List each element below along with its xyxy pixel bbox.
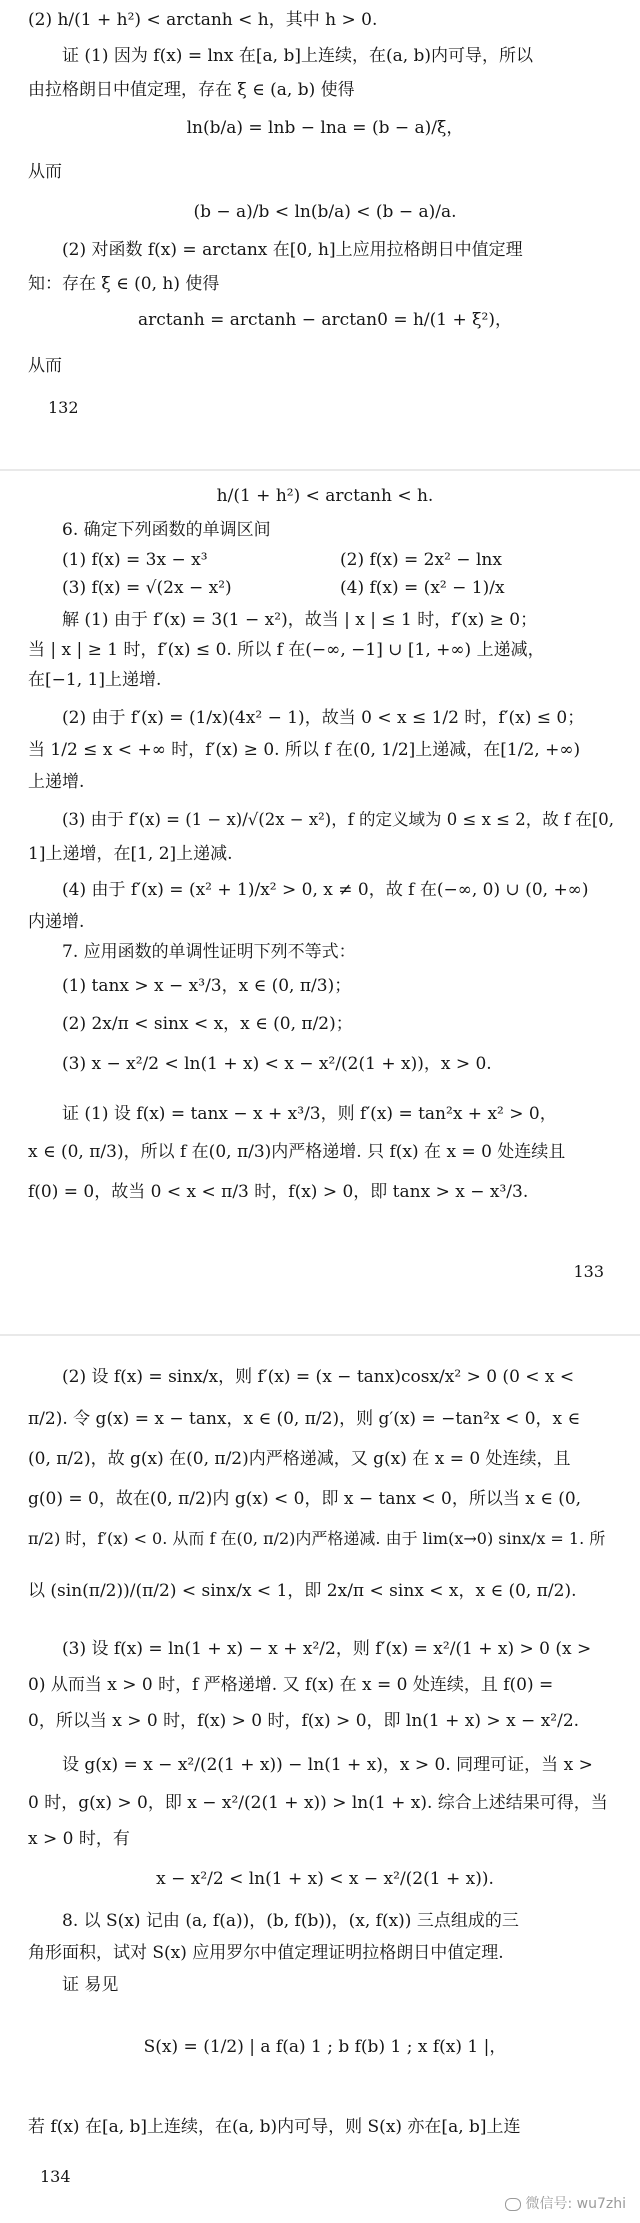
text-line: 知：存在 ξ ∈ (0, h) 使得 — [28, 274, 220, 294]
text-line: (4) f(x) = (x² − 1)/x — [340, 578, 505, 598]
text-line: 角形面积，试对 S(x) 应用罗尔中值定理证明拉格朗日中值定理. — [28, 1943, 504, 1963]
text-line: 解 (1) 由于 f′(x) = 3(1 − x²)，故当 | x | ≤ 1 时，f′(x) ≥ 0； — [62, 610, 538, 630]
chat-bubble-icon — [505, 2198, 521, 2211]
text-line: (4) 由于 f′(x) = (x² + 1)/x² > 0, x ≠ 0，故 f 在(−∞, 0) ∪ (0, +∞) — [62, 880, 589, 900]
text-line: 证 (1) 因为 f(x) = lnx 在[a, b]上连续，在(a, b)内可导，所以 — [62, 46, 534, 66]
text-line: 由拉格朗日中值定理，存在 ξ ∈ (a, b) 使得 — [28, 80, 355, 100]
text-line: 证 (1) 设 f(x) = tanx − x + x³/3，则 f′(x) = tan²x + x² > 0， — [62, 1104, 557, 1124]
page-number: 132 — [48, 398, 79, 417]
text-line: 0) 从而当 x > 0 时，f 严格递增. 又 f(x) 在 x = 0 处连续，且 f(0) = — [28, 1675, 554, 1695]
text-line: 0 时，g(x) > 0，即 x − x²/(2(1 + x)) > ln(1 + x). 综合上述结果可得，当 — [28, 1793, 608, 1813]
text-line: 若 f(x) 在[a, b]上连续，在(a, b)内可导，则 S(x) 亦在[a, b]上连 — [28, 2117, 521, 2137]
text-line: (3) x − x²/2 < ln(1 + x) < x − x²/(2(1 + x))，x > 0. — [62, 1054, 492, 1074]
text-line: (1) f(x) = 3x − x³ — [62, 550, 208, 570]
text-line: x > 0 时，有 — [28, 1829, 130, 1849]
exercise-heading: 6. 确定下列函数的单调区间 — [62, 520, 271, 540]
text-line: x ∈ (0, π/3)，所以 f 在(0, π/3)内严格递增. 只 f(x) 在 x = 0 处连续且 — [28, 1142, 566, 1162]
text-line: 1]上递增，在[1, 2]上递减. — [28, 844, 233, 864]
formula-line: x − x²/2 < ln(1 + x) < x − x²/(2(1 + x)). — [156, 1869, 494, 1889]
text-line: 从而 — [28, 162, 62, 182]
text-line: (2) f(x) = 2x² − lnx — [340, 550, 502, 570]
text-line: (3) 由于 f′(x) = (1 − x)/√(2x − x²)，f 的定义域为 0 ≤ x ≤ 2，故 f 在[0, — [62, 810, 614, 829]
page-number: 134 — [40, 2167, 71, 2186]
text-line: 0，所以当 x > 0 时，f(x) > 0 时，f(x) > 0，即 ln(1 + x) > x − x²/2. — [28, 1711, 580, 1731]
text-line: (3) f(x) = √(2x − x²) — [62, 578, 232, 598]
formula-line: h/(1 + h²) < arctanh < h. — [216, 486, 434, 506]
text-line: (2) 对函数 f(x) = arctanx 在[0, h]上应用拉格朗日中值定理 — [62, 240, 523, 260]
text-line: 当 | x | ≥ 1 时，f′(x) ≤ 0. 所以 f 在(−∞, −1] ∪ [1, +∞) 上递减， — [28, 640, 545, 660]
page-132 — [0, 0, 640, 470]
text-line: (0, π/2)，故 g(x) 在(0, π/2)内严格递减，又 g(x) 在 x = 0 处连续，且 — [28, 1449, 571, 1469]
exercise-heading: 8. 以 S(x) 记由 (a, f(a))，(b, f(b))，(x, f(x)) 三点组成的三 — [62, 1911, 519, 1931]
text-line: 从而 — [28, 356, 62, 376]
text-line: π/2). 令 g(x) = x − tanx，x ∈ (0, π/2)，则 g′(x) = −tan²x < 0，x ∈ — [28, 1409, 581, 1429]
text-line: 上递增. — [28, 772, 85, 792]
text-line: g(0) = 0，故在(0, π/2)内 g(x) < 0，即 x − tanx < 0，所以当 x ∈ (0, — [28, 1489, 582, 1509]
page-133 — [0, 470, 640, 1335]
text-line: f(0) = 0，故当 0 < x < π/3 时，f(x) > 0，即 tanx > x − x³/3. — [28, 1182, 529, 1202]
determinant-formula: S(x) = (1/2) | a f(a) 1 ; b f(b) 1 ; x f(x) 1 |， — [143, 2037, 507, 2057]
text-line: (2) 2x/π < sinx < x，x ∈ (0, π/2)； — [62, 1014, 353, 1034]
text-line: (2) h/(1 + h²) < arctanh < h，其中 h > 0. — [28, 10, 378, 30]
exercise-heading: 7. 应用函数的单调性证明下列不等式： — [62, 942, 356, 962]
formula-line: (b − a)/b < ln(b/a) < (b − a)/a. — [193, 202, 457, 222]
text-line: (1) tanx > x − x³/3，x ∈ (0, π/3)； — [62, 976, 352, 996]
text-line: 内递增. — [28, 912, 85, 932]
watermark-text: 微信号: wu7zhi — [525, 2196, 626, 2212]
text-line: (2) 由于 f′(x) = (1/x)(4x² − 1)，故当 0 < x ≤ 1/2 时，f′(x) ≤ 0； — [62, 708, 585, 728]
text-line: (2) 设 f(x) = sinx/x，则 f′(x) = (x − tanx)cosx/x² > 0 (0 < x < — [62, 1367, 575, 1387]
text-line: 在[−1, 1]上递增. — [28, 670, 162, 690]
page-134 — [0, 1335, 640, 2223]
text-line: 证 易见 — [62, 1975, 119, 1995]
formula-line: ln(b/a) = lnb − lna = (b − a)/ξ， — [186, 118, 464, 138]
text-line: 当 1/2 ≤ x < +∞ 时，f′(x) ≥ 0. 所以 f 在(0, 1/2]上递减，在[1/2, +∞) — [28, 740, 581, 760]
text-line: 以 (sin(π/2))/(π/2) < sinx/x < 1，即 2x/π < sinx < x，x ∈ (0, π/2). — [28, 1581, 577, 1601]
text-line: 设 g(x) = x − x²/(2(1 + x)) − ln(1 + x)，x > 0. 同理可证，当 x > — [62, 1755, 593, 1775]
watermark — [505, 2193, 626, 2213]
page-number: 133 — [573, 1262, 604, 1281]
text-line: π/2) 时，f′(x) < 0. 从而 f 在(0, π/2)内严格递减. 由于 lim(x→0) sinx/x = 1. 所 — [28, 1529, 606, 1548]
text-line: (3) 设 f(x) = ln(1 + x) − x + x²/2，则 f′(x) = x²/(1 + x) > 0 (x > — [62, 1639, 592, 1659]
formula-line: arctanh = arctanh − arctan0 = h/(1 + ξ²)， — [138, 310, 512, 330]
